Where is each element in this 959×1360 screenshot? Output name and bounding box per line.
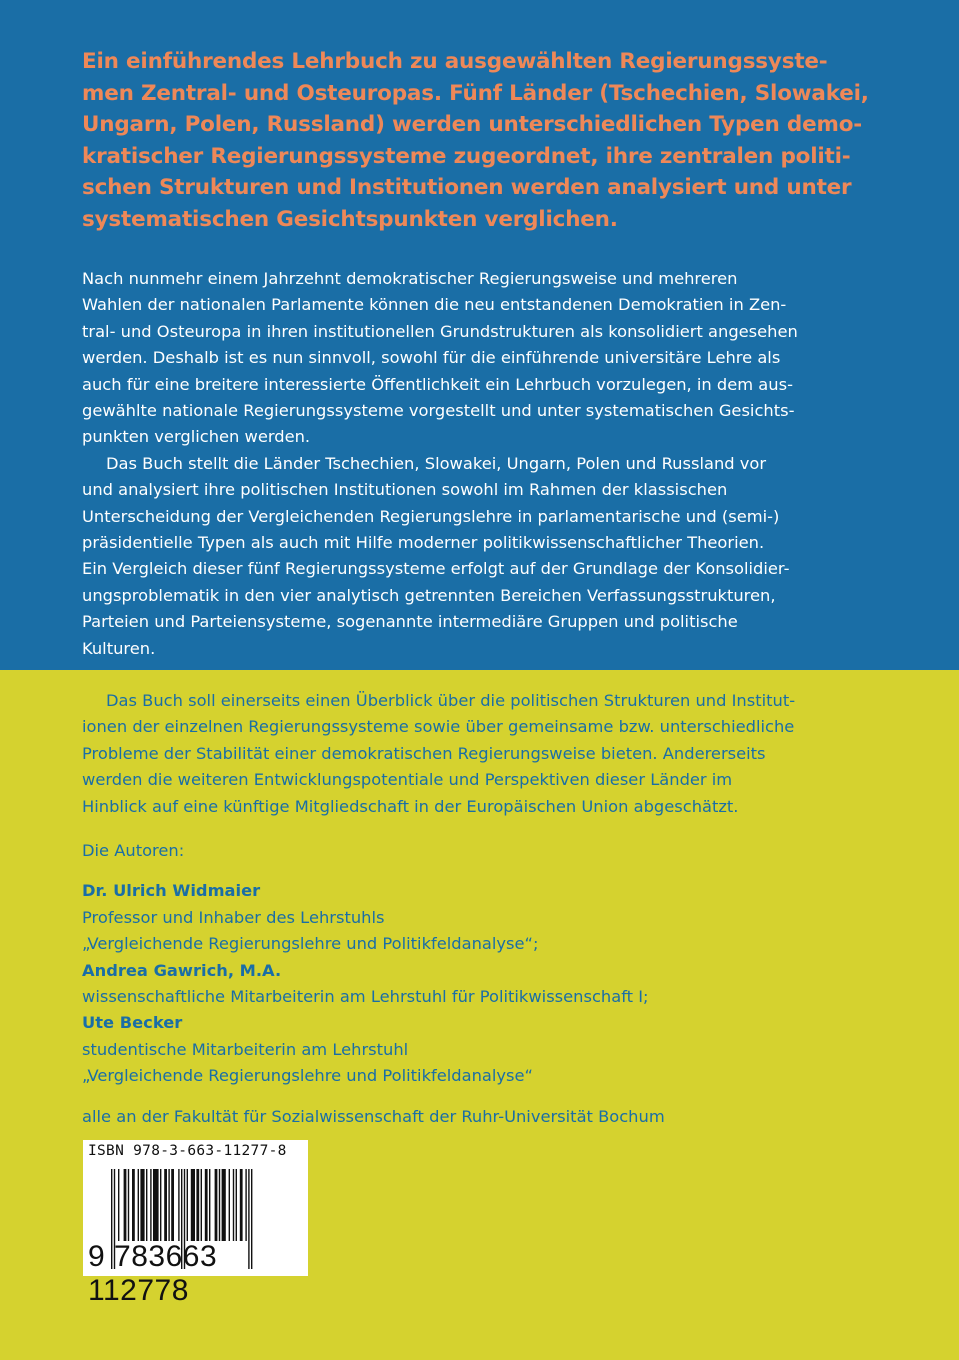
barcode-bar	[233, 1169, 234, 1241]
body-line: punkten verglichen werden.	[82, 427, 311, 447]
lead-paragraph	[82, 46, 869, 235]
body-line: ionen der einzelnen Regierungssysteme sowie über gemeinsame bzw. unterschiedliche	[82, 717, 795, 737]
lead-line: kratischer Regierungssysteme zugeordnet, ihre zentralen politi-	[82, 143, 851, 169]
barcode-bar	[124, 1169, 127, 1241]
description-paragraphs	[82, 266, 798, 662]
barcode-bar	[222, 1169, 226, 1241]
body-line: Wahlen der nationalen Parlamente können die neu entstandenen Demokratien in Zen-	[82, 295, 787, 315]
barcode-bar	[236, 1169, 237, 1241]
body-line: Ein Vergleich dieser fünf Regierungssysteme erfolgt auf der Grundlage der Konsolidier-	[82, 559, 790, 579]
body-line: tral- und Osteuropa in ihren institutionellen Grundstrukturen als konsolidiert angesehen	[82, 321, 798, 341]
body-line: Das Buch stellt die Länder Tschechien, Slowakei, Ungarn, Polen und Russland vor	[106, 453, 767, 473]
barcode-bar	[118, 1169, 119, 1241]
barcode-bar	[205, 1169, 208, 1241]
overview-paragraph	[82, 688, 795, 820]
barcode-bar	[153, 1169, 159, 1241]
body-line: Probleme der Stabilität einer demokratischen Regierungsweise bieten. Andererseits	[82, 743, 766, 763]
body-line: gewählte nationale Regierungssysteme vorgestellt und unter systematischen Gesichts-	[82, 401, 795, 421]
ean-digits: 9 783663 112778	[88, 1240, 218, 1307]
barcode-bar	[196, 1169, 199, 1241]
lead-line: Ein einführendes Lehrbuch zu ausgewählten Regierungssyste-	[82, 49, 828, 74]
lead-line: men Zentral- und Osteuropas. Fünf Länder (Tschechien, Slowakei,	[82, 80, 869, 106]
barcode-bar	[215, 1169, 218, 1241]
barcode-bar	[178, 1169, 179, 1241]
lead-line: systematischen Gesichtspunkten verglichen.	[82, 206, 618, 232]
body-line: Parteien und Parteiensysteme, sogenannte intermediäre Gruppen und politische	[82, 612, 738, 632]
affiliation: alle an der Fakultät für Sozialwissenschaft der Ruhr-Universität Bochum	[82, 1106, 665, 1126]
lead-line: Ungarn, Polen, Russland) werden unterschiedlichen Typen demo-	[82, 112, 863, 137]
authors-heading: Die Autoren:	[82, 841, 185, 860]
body-line: Nach nunmehr einem Jahrzehnt demokratischer Regierungsweise und mehreren	[82, 269, 738, 288]
body-line: Unterscheidung der Vergleichenden Regierungslehre in parlamentarische und (semi-)	[82, 506, 780, 526]
barcode-bar	[201, 1169, 202, 1241]
lead-line: schen Strukturen und Institutionen werden analysiert und unter	[82, 175, 852, 200]
body-line: auch für eine breitere interessierte Öffentlichkeit ein Lehrbuch vorzulegen, in dem aus-	[82, 374, 793, 394]
body-line: werden die weiteren Entwicklungspotentiale und Perspektiven dieser Länder im	[82, 770, 733, 790]
barcode-bar	[171, 1169, 174, 1241]
author-role: wissenschaftliche Mitarbeiterin am Lehrstuhl für Politikwissenschaft I;	[82, 987, 649, 1007]
author-name: Andrea Gawrich, M.A.	[82, 960, 282, 980]
barcode-bar	[191, 1169, 195, 1241]
isbn-label: ISBN 978-3-663-11277-8	[88, 1143, 287, 1159]
author-role: „Vergleichende Regierungslehre und Politikfeldanalyse“;	[82, 934, 539, 954]
body-line: Kulturen.	[82, 638, 156, 658]
barcode-bar	[160, 1169, 161, 1241]
barcode-bar	[187, 1169, 188, 1241]
body-line: und analysiert ihre politischen Institutionen sowohl im Rahmen der klassischen	[82, 480, 728, 500]
barcode-bar	[168, 1169, 169, 1241]
barcode-bar	[240, 1169, 243, 1241]
author-name: Ute Becker	[82, 1013, 183, 1033]
barcode-bar	[150, 1169, 151, 1241]
barcode-bar	[245, 1169, 246, 1241]
authors-section	[82, 838, 665, 1130]
barcode-bar	[219, 1169, 220, 1241]
author-role: studentische Mitarbeiterin am Lehrstuhl	[82, 1039, 409, 1059]
barcode-bar	[132, 1169, 135, 1241]
barcode-bar	[140, 1169, 144, 1241]
author-name: Dr. Ulrich Widmaier	[82, 881, 261, 901]
barcode-bar	[128, 1169, 129, 1241]
isbn-barcode	[83, 1140, 308, 1307]
barcode-bar	[146, 1169, 147, 1241]
barcode-bar	[164, 1169, 167, 1241]
author-role: Professor und Inhaber des Lehrstuhls	[82, 907, 385, 927]
body-line: werden. Deshalb ist es nun sinnvoll, sowohl für die einführende universitäre Lehre als	[82, 348, 781, 368]
barcode-bar	[138, 1169, 139, 1241]
body-line: präsidentielle Typen als auch mit Hilfe moderner politikwissenschaftlicher Theorien.	[82, 533, 765, 553]
body-line: ungsproblematik in den vier analytisch getrennten Bereichen Verfassungsstrukturen,	[82, 585, 776, 605]
barcode-bar	[209, 1169, 210, 1241]
author-role: „Vergleichende Regierungslehre und Politikfeldanalyse“	[82, 1066, 533, 1086]
barcode-bar	[229, 1169, 230, 1241]
body-line: Das Buch soll einerseits einen Überblick über die politischen Strukturen und Institut-	[106, 691, 796, 710]
body-line: Hinblick auf eine künftige Mitgliedschaft in der Europäischen Union abgeschätzt.	[82, 796, 739, 816]
